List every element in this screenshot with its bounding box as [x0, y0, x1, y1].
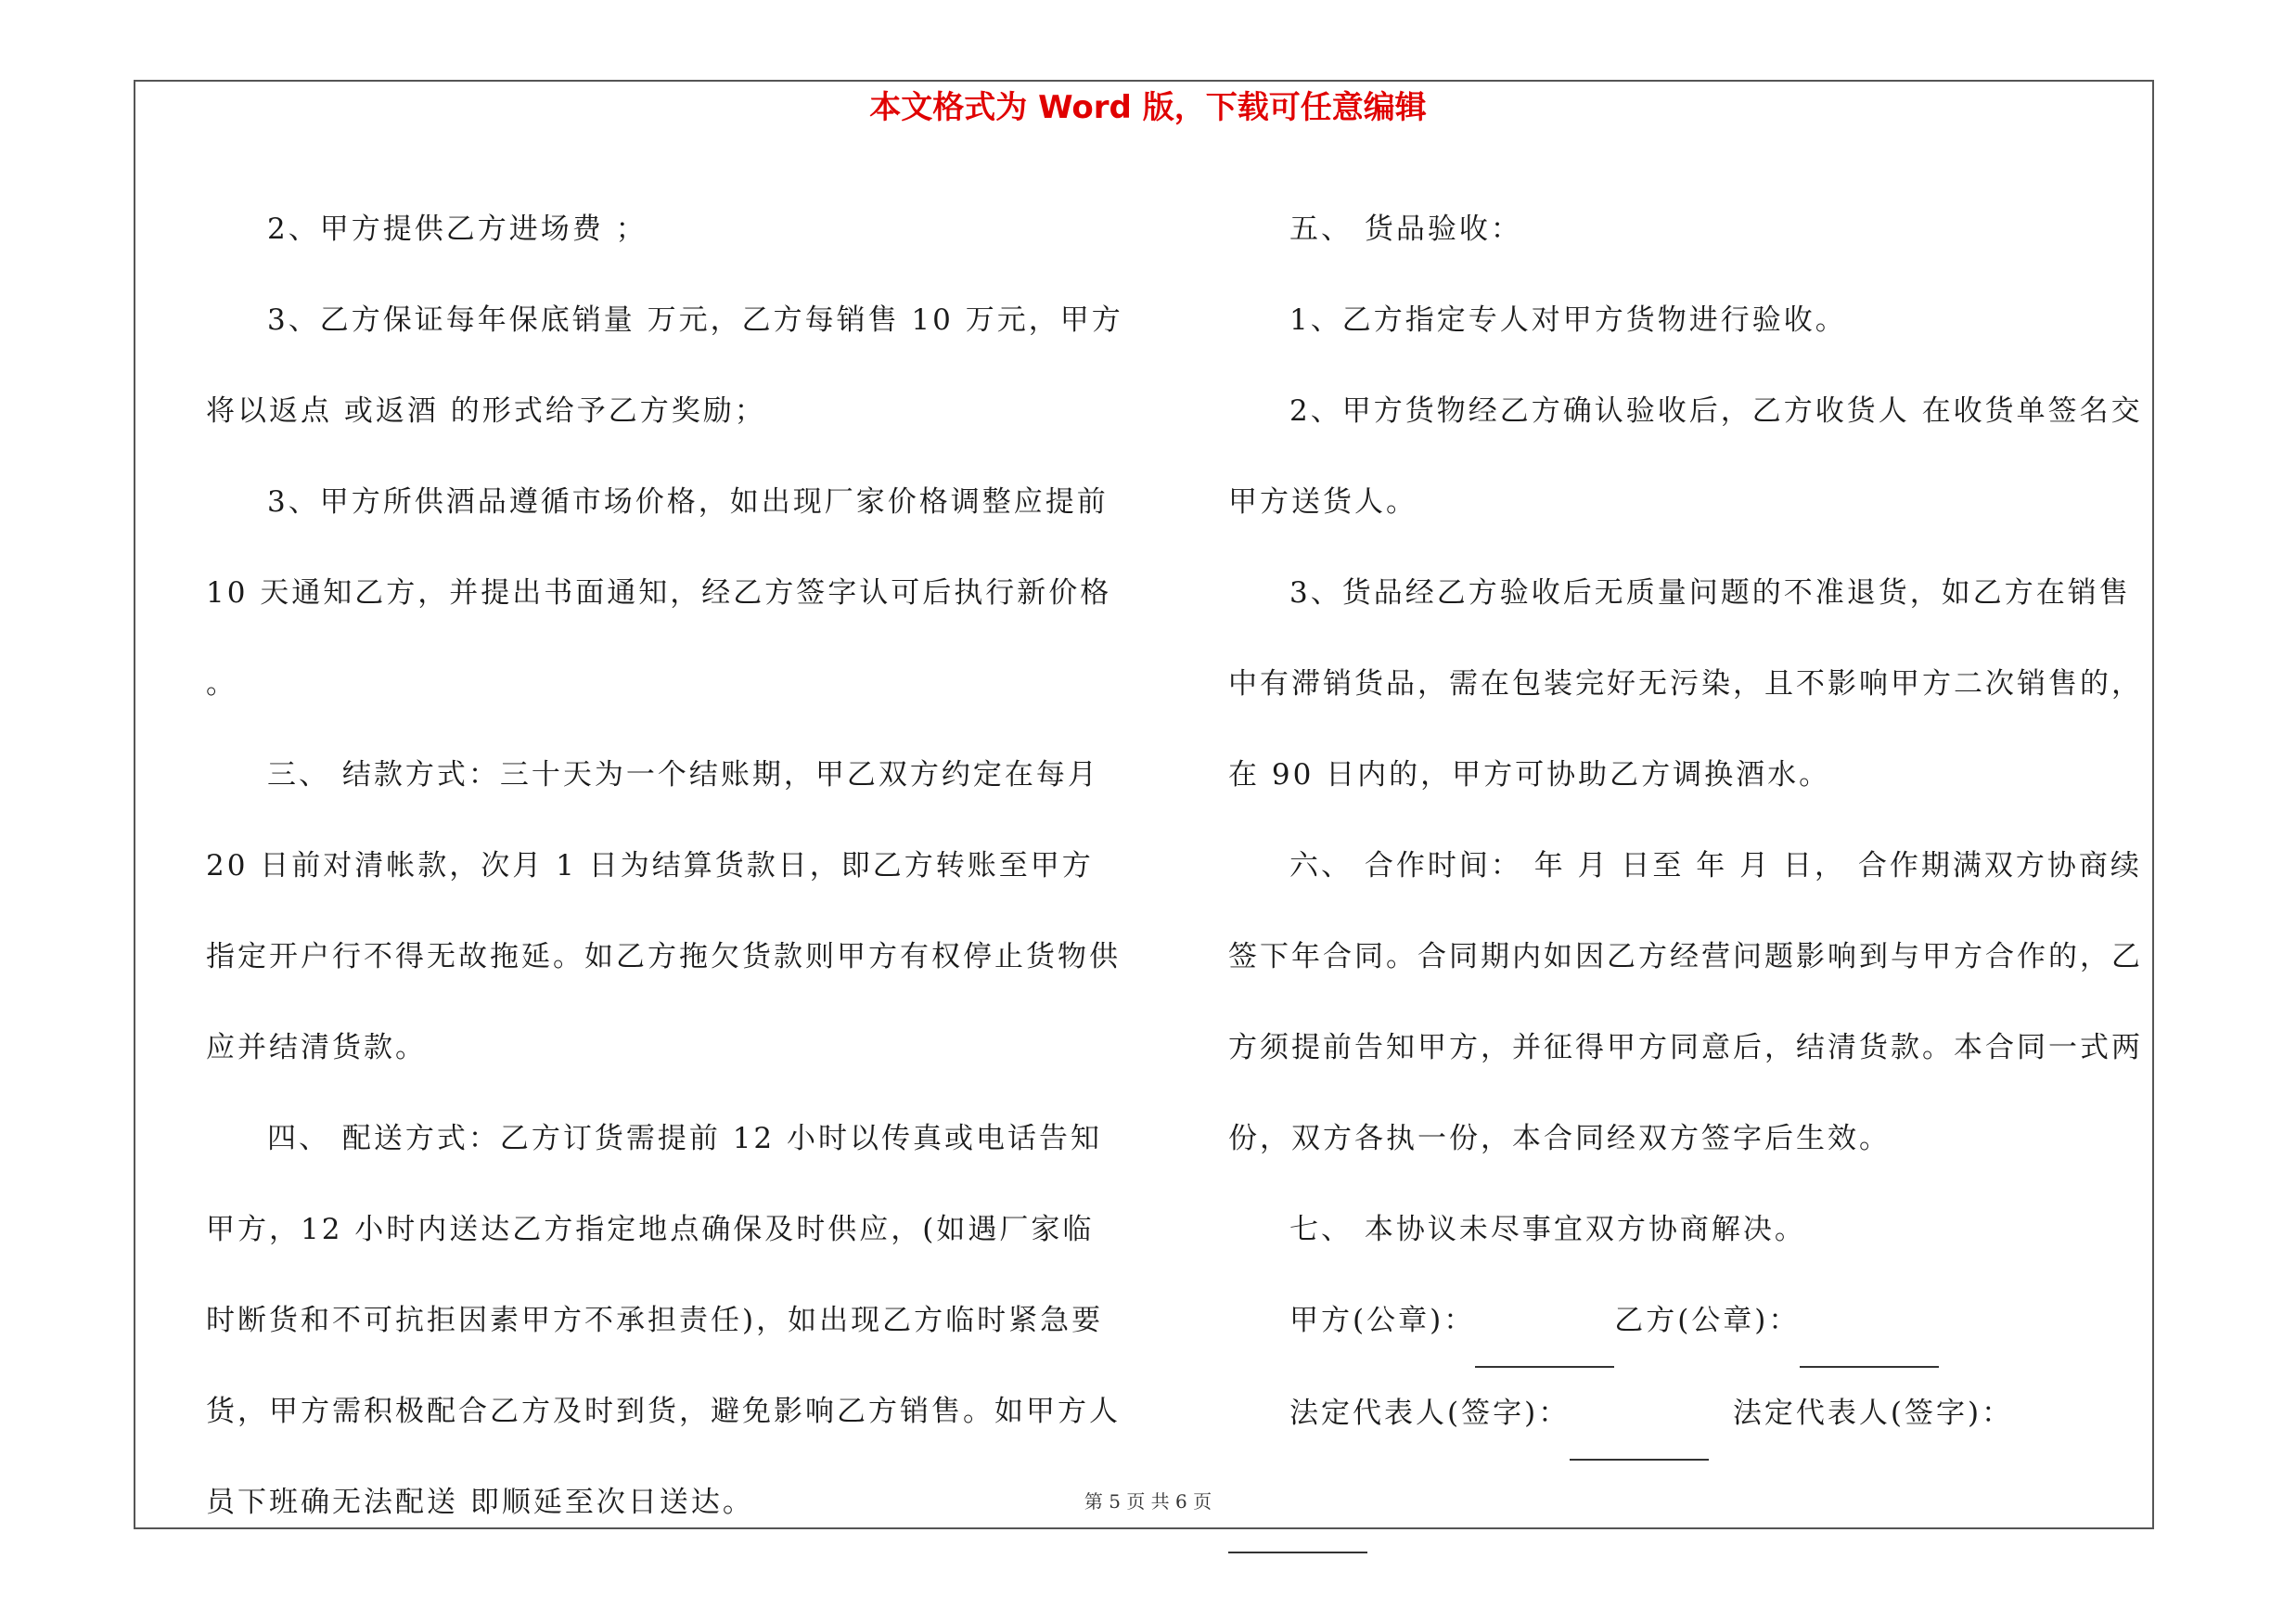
party-b-seal-label: 乙方(公章)：	[1614, 1304, 1801, 1337]
clause-delivery-method: 四、 配送方式：乙方订货需提前 12 小时以传真或电话告知甲方，12 小时内送达乙方指定地点确保及时供应，(如遇厂家临时断货和不可抗拒因素甲方不承担责任)，如出现乙方临时紧急要货，甲方需积极配合乙方及时到货，避免影响乙方销售。如甲方人员下班确无法配送 即顺延至次日送达。	[206, 1122, 1121, 1519]
party-a-seal-label: 甲方(公章)：	[1289, 1304, 1476, 1337]
party-b-seal-line	[1800, 1275, 1939, 1368]
signature-rep-row	[1228, 1368, 2147, 1553]
clause-payment-method: 三、 结款方式：三十天为一个结账期，甲乙双方约定在每月 20 日前对清帐款，次月 1 日为结算货款日，即乙方转账至甲方指定开户行不得无故拖延。如乙方拖欠货款则甲方有权停止货物供应并结清货款。	[206, 758, 1121, 1064]
party-a-seal-line	[1475, 1275, 1614, 1368]
party-a-rep-label: 法定代表人(签字)：	[1289, 1397, 1571, 1430]
clause-cooperation-term: 六、 合作时间： 年 月 日至 年 月 日， 合作期满双方协商续签下年合同。合同期内如因乙方经营问题影响到与甲方合作的，乙方须提前告知甲方，并征得甲方同意后，结清货款。本合同一式两份，双方各执一份，本合同经双方签字后生效。	[1228, 849, 2143, 1155]
clause-acceptance-3: 3、货品经乙方验收后无质量问题的不准退货，如乙方在销售中有滞销货品，需在包装完好无污染，且不影响甲方二次销售的，在 90 日内的，甲方可协助乙方调换酒水。	[1228, 576, 2143, 792]
page-number: 第 5 页 共 6 页	[1084, 1490, 1212, 1513]
signature-seal-row	[1228, 1275, 2147, 1368]
clause-acceptance-2: 2、甲方货物经乙方确认验收后，乙方收货人 在收货单签名交甲方送货人。	[1228, 394, 2143, 519]
party-b-rep-label: 法定代表人(签字)：	[1732, 1397, 2014, 1430]
format-banner: 本文格式为 Word 版，下载可任意编辑	[869, 89, 1427, 126]
left-column	[206, 184, 1124, 1548]
party-a-rep-line	[1570, 1368, 1709, 1461]
clause-minimum-sales: 3、乙方保证每年保底销量 万元，乙方每销售 10 万元，甲方将以返点 或返酒 的形式给予乙方奖励；	[206, 303, 1123, 428]
clause-pricing: 3、甲方所供酒品遵循市场价格，如出现厂家价格调整应提前 10 天通知乙方，并提出书面通知，经乙方签字认可后执行新价格 。	[206, 485, 1112, 701]
clause-acceptance-1: 1、乙方指定专人对甲方货物进行验收。	[1289, 303, 1847, 337]
clause-entry-fee: 2、甲方提供乙方进场费 ；	[267, 213, 648, 246]
clause-unresolved-matters: 七、 本协议未尽事宜双方协商解决。	[1289, 1213, 1806, 1246]
heading-goods-acceptance: 五、 货品验收：	[1289, 213, 1522, 246]
right-column	[1228, 184, 2147, 1553]
